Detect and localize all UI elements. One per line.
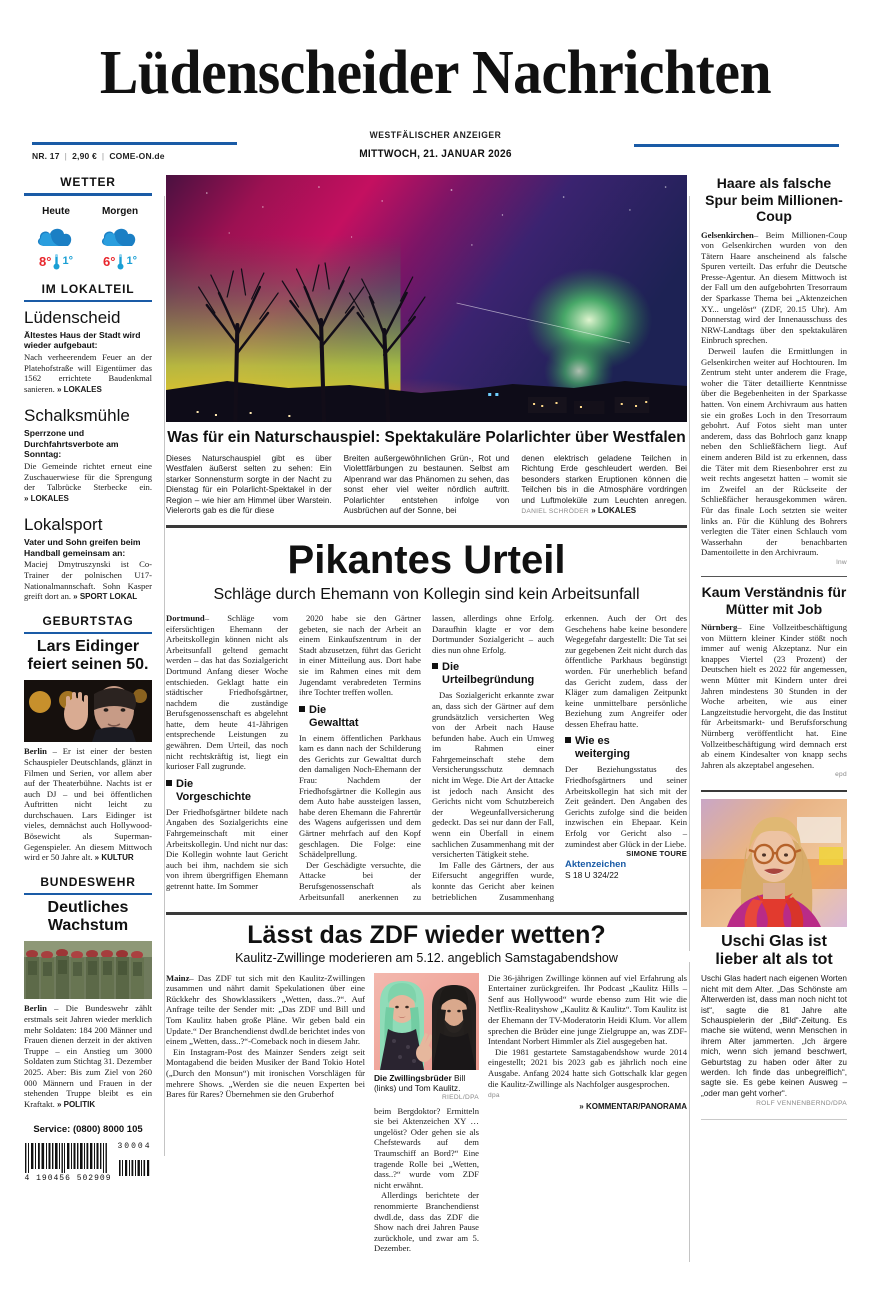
divider (24, 193, 152, 196)
bundeswehr-label: BUNDESWEHR (40, 874, 136, 889)
aurora-caption-headline: Was für ein Naturschauspiel: Spektakuläre Polarlichter über Westfalen (167, 429, 686, 446)
footer-service (24, 1124, 152, 1183)
divider (166, 525, 687, 528)
masthead (24, 0, 847, 161)
caption-col-2: Breiten außergewöhnlichen Grün-, Rot und Violettfärbungen zu bestaunen. Selbst am Alpenrand war das Phänomen zu sehen, das sonst eher viel weiter nördlich auftritt. Polarlichter entstehen infolge von Ausbrüchen auf der Sonne, bei (343, 454, 510, 516)
temp-low: 1° (62, 255, 73, 267)
divider (701, 790, 847, 793)
item-lead: Sperrzone und Durchfahrtsverbote am Sonntag: (24, 428, 119, 460)
bundeswehr-text: Berlin – Die Bundeswehr zählt erstmals seit Jahren wieder merklich mehr Soldaten: 184 200 Männer und Frauen dienen derzeit in der aktiven Truppe – ein Anstieg um 3000 Soldaten zum Stichtag 31. Dezember 2025. Aber: Bis zum Ziel von 260 000 Männern und Frauen in der stehenden Truppe bleibt es ein Kraftakt. » POLITIK (24, 1003, 153, 1109)
divider-pipe: | (101, 151, 105, 161)
bundeswehr-headline: Deutliches Wachstum (47, 899, 129, 935)
issue-price: 2,90 € (72, 151, 97, 161)
left-column (24, 175, 152, 1254)
item-ref[interactable]: » LOKALES (56, 384, 102, 394)
urteil-file-reference (565, 860, 687, 881)
photo-credit: DANIEL SCHRÖDER (521, 508, 589, 516)
bullet-square-icon (432, 663, 438, 669)
haare-article[interactable] (701, 175, 847, 569)
divider (24, 632, 152, 635)
divider (24, 300, 152, 303)
weather-day-today (28, 206, 84, 270)
item-place: Lokalsport (24, 515, 103, 535)
weather-day-label: Morgen (101, 205, 139, 217)
publisher-name: WESTFÄLISCHER ANZEIGER (369, 130, 502, 141)
uschi-headline: Uschi Glas ist lieber alt als tot (715, 933, 833, 969)
content-grid (24, 175, 847, 1254)
right-column (701, 175, 847, 1254)
lokalteil-item-schalksmuehle[interactable] (24, 407, 152, 504)
geburtstag-text: Berlin – Er ist einer der besten Schauspieler Deutschlands, glänzt in Filmen und Serien, vor allem aber auf der Theaterbühne. Nachts ist er auch DJ – und bei öffentlichen Auftritten nicht leicht zu durchschauen. Lars Eidinger ist vieles, demnächst auch Hollywood-Bösewicht als Superman-Gegenspieler. An diesem Mittwoch wird er 50 Jahre alt. » KULTUR (24, 746, 152, 863)
zdf-col-3: Die 36-jährigen Zwillinge können auf viel Erfahrung als Entertainer zurückgreifen. Ihr Podcast „Kaulitz Hills – Senf aus Hollywood“ wurde ebenso zum Hit wie die Netflix-Realityshow „Kaulitz & Kaulitz“. Tom Kaulitz ist der Ehemann der TV-Moderatorin Heidi Klum. Vor allem sprechen die Brüder eine junge Zielgruppe an, was ZDF-Intendant Norbert Himmler als Ziel ausgegeben hat. Die 1981 gestartete Samstagabendshow wurde 2014 eingestellt; 2021 bis 2023 gab es jährlich noch eine Ausgabe. Anfang 2024 hatte sich Gottschalk klar gegen die Kaulitz-Zwillinge als Nachfolger ausgesprochen. dpa » KOMMENTAR/PANORAMA (488, 972, 687, 1111)
page-title: Lüdenscheider Nachrichten (99, 39, 772, 107)
zdf-photo-block (374, 973, 479, 1254)
divider-pipe: | (64, 151, 68, 161)
urteil-col-2b: In einem öffentlichen Parkhaus kam es dann nach der Schilderung des Gerichts zur Gewalttat durch den damaligen Noch-Ehemann der Frau: Nachdem der Friedhofsgärtner die Kollegin aus dem Auto habe aussteigen lassen, habe deren Ehemann die Fahrertür des Wagens aufgerissen und dem Gärtner mehrfach auf den Kopf geschlagen. Die Folge: eine Schädelprellung. (299, 732, 421, 860)
urteil-body (166, 613, 687, 902)
bullet-square-icon (166, 780, 172, 786)
divider-left (32, 142, 237, 145)
column-divider-right (689, 196, 690, 951)
bullet-square-icon (565, 737, 571, 743)
thermometer-icon (117, 253, 124, 270)
urteil-subsection-1: Die Vorgeschichte (166, 778, 288, 804)
temp-high: 6° (103, 253, 116, 269)
item-lead: Ältestes Haus der Stadt wird wieder aufgebaut: (24, 329, 141, 351)
article-credit: lnw (836, 558, 847, 566)
service-phone: Service: (0800) 8000 105 (33, 1124, 143, 1136)
urteil-col-1: Dortmund– Schläge vom eifersüchtigen Ehemann der Arbeitskollegin können nicht als Arbeitsunfall geltend gemacht werden – das hat das Sozialgericht Dortmund Anfang dieser Woche entschieden. Geklagt hatte ein städtischer Friedhofsgärtner, nachdem die zuständige Berufsgenossenschaft es abgelehnt hatte, dem heute 41-Jährigen entsprechende Leistungen zu gewähren. Dem Urteil, das noch nicht rechtskräftig ist, liegt ein kurioser Fall zugrunde. (166, 612, 288, 772)
dateline: Berlin (24, 746, 47, 757)
muetter-article[interactable] (701, 584, 847, 781)
article-credit: dpa (488, 1092, 500, 1100)
geburtstag-label: GEBURTSTAG (42, 613, 134, 628)
cloud-icon (35, 222, 77, 250)
zdf-headline: Lässt das ZDF wieder wetten? (247, 920, 606, 949)
photo-credit: RIEDL/DPA (441, 1093, 479, 1101)
lokalteil-section (24, 282, 152, 303)
center-column (166, 175, 687, 1254)
lokalteil-item-luedenscheid[interactable] (24, 309, 152, 395)
item-lead: Vater und Sohn greifen beim Handball gemeinsam an: (24, 537, 141, 558)
masthead-info-bar (24, 130, 847, 161)
masthead-right (634, 144, 839, 161)
lokalteil-item-lokalsport[interactable] (24, 516, 152, 602)
photo-lars-eidinger (24, 680, 152, 742)
zdf-photo-caption: Die Zwillingsbrüder Bill (links) und Tom Kaulitz. RIEDL/DPA (374, 1072, 479, 1101)
dateline: Mainz (166, 972, 190, 983)
weather-label: WETTER (60, 175, 116, 189)
urteil-subsection-4: Wie es weiterging (565, 735, 687, 761)
lokalteil-label: IM LOKALTEIL (41, 281, 135, 296)
barcode-row (24, 1141, 152, 1183)
dateline: Nürnberg (701, 622, 738, 632)
barcode-number: 4 190456 502909 (24, 1174, 112, 1184)
item-place: Schalksmühle (24, 406, 130, 426)
issue-date: MITTWOCH, 21. JANUAR 2026 (359, 148, 512, 160)
urteil-subsection-3: Die Urteilbegründung (432, 661, 554, 687)
masthead-center (237, 130, 634, 161)
barcode-addon-number: 30004 (117, 1142, 152, 1152)
photo-uschi-glas (701, 799, 847, 927)
photo-kaulitz-twins (374, 973, 479, 1070)
item-ref[interactable]: » LOKALES (24, 493, 69, 503)
barcode-main (24, 1143, 111, 1183)
file-label: Aktenzeichen (565, 858, 627, 870)
item-place: Lüdenscheid (24, 308, 121, 327)
item-text: Maciej Dmytruszynski ist Co-Trainer der polnischen U17-Nationalmannschaft. Sohn Kasper greift dort an. » SPORT LOKAL (24, 559, 152, 602)
issue-info (32, 151, 237, 161)
weather-day-tomorrow (92, 206, 148, 270)
dateline: Dortmund (166, 612, 205, 623)
item-ref[interactable]: » KULTUR (94, 853, 134, 863)
item-ref[interactable]: » POLITIK (56, 1099, 96, 1109)
geburtstag-headline: Lars Eidinger feiert seinen 50. (27, 638, 149, 674)
photo-aurora (166, 175, 687, 422)
muetter-headline: Kaum Verständnis für Mütter mit Job (701, 584, 847, 617)
weather-day-label: Heute (42, 205, 70, 217)
urteil-col-4: Der Beziehungsstatus des Friedhofsgärtners und seiner Arbeitskollegin hat sich mit der Zeit geändert. Den Angaben des Gerichts zufolge sind die beiden inzwischen ein Ehepaar. Kein Erfolg vor Gericht also – zumindest aber Glück in der Liebe. SIMONE TOURE (565, 764, 687, 859)
urteil-subheadline: Schläge durch Ehemann von Kollegin sind kein Arbeitsunfall (213, 585, 640, 603)
urteil-headline: Pikantes Urteil (287, 537, 566, 582)
article-author: SIMONE TOURE (626, 849, 687, 859)
aurora-caption-text (166, 454, 687, 517)
barcode-addon-icon (118, 1153, 152, 1183)
uschi-article[interactable] (701, 799, 847, 1119)
zdf-col-2: beim Bergdoktor? Ermitteln sie bei Aktenzeichen XY … ungelöst? Oder gehen sie als Chefstewards auf dem Traumschiff an Bord?“ Eine tragende Rolle bei „Wetten, dass..?“ wurde vom ZDF nicht erwähnt. Allerdings berichtete der renommierte Branchendienst dwdl.de, dass das ZDF die Show nach drei Jahren Pause zurückhole, und zwar am 5. Dezember. (374, 1105, 479, 1254)
bundeswehr-section (24, 875, 152, 896)
cloud-icon (99, 222, 141, 250)
urteil-col-3b: Im Falle des Gärtners, der aus Eifersucht angegriffen wurde, konnte das Gericht aber keinen betrieblichen Zusammenhang erkennen. Auch der Ort des Geschehens habe keine besondere Wegegefahr dargestellt: Die Tat sei zur gegebenen Zeit nicht durch das öffentliche Parkhaus begünstigt worden. Für unerheblich befand das Gericht zudem, dass der Kläger zum damaligen Zeitpunkt keine unmittelbare persönliche Beziehung zum Angreifer oder dessen Ehefrau hatte. (432, 612, 687, 902)
divider (24, 893, 152, 896)
divider (166, 912, 687, 915)
masthead-left (32, 142, 237, 161)
weather-days (24, 206, 152, 270)
temp-low: 1° (126, 255, 137, 267)
zdf-article (166, 921, 687, 1254)
urteil-col-2a: 2020 habe sie den Gärtner gebeten, sie nach der Arbeit an einem Einkaufszentrum in der Stadt abzusetzen, führt das Gericht in einer Mitteilung aus. Dort habe sie im Rahmen eines mit dem Jugendamt verabredeten Termins ihre Tochter treffen wollen. (299, 612, 421, 698)
haare-headline: Haare als falsche Spur beim Millionen-Coup (705, 175, 843, 224)
item-ref[interactable]: » LOKALES (591, 506, 637, 516)
file-value: S 18 U 324/22 (565, 870, 619, 881)
caption-col-1: Dieses Naturschauspiel gibt es über Westfalen äußerst selten zu sehen: Ein starker Sonnensturm sorgte in der Nacht zu Dienstag für ein Polarlicht-Spektakel in der Region – wie hier am Himmel über Warstein. Vielerorts gab es die für diese (166, 454, 332, 516)
zdf-ref[interactable]: » KOMMENTAR/PANORAMA (579, 1101, 687, 1111)
photo-credit: ROLF VENNENBERND/DPA (756, 1100, 847, 1108)
weather-temps (28, 253, 84, 270)
bullet-square-icon (299, 706, 305, 712)
geburtstag-section (24, 614, 152, 635)
urteil-col-2c: Der Geschädigte versuchte, die Attacke bei der Berufsgenossenschaft als Arbeitsunfall anerkennen zu lassen, allerdings ohne Erfolg. Daraufhin klagte er vor dem Dortmunder Sozialgericht – auch dies nun ohne Erfolg. (299, 612, 554, 902)
urteil-col-3a: Das Sozialgericht erkannte zwar an, dass sich der Gärtner auf dem grundsätzlich versicherten Weg von der Arbeit nach Hause befunden habe. Auch ein Umweg im Rahmen einer Fahrgemeinschaft stehe dem Versicherungsschutz demnach nicht im Wege. Die Art der Attacke ist jedoch nach Ansicht des Gerichts nicht vom Schutzbereich der Wegeunfallversicherung gedeckt. Das sei nur dann der Fall, wenn ein Überfall in einem sachlichen Zusammenhang mit der versicherten Tätigkeit stehe. (432, 690, 554, 860)
divider-right (634, 144, 839, 147)
zdf-body-grid (166, 973, 687, 1254)
item-ref[interactable]: » SPORT LOKAL (73, 592, 138, 602)
weather-temps (92, 253, 148, 270)
website-link[interactable]: COME-ON.de (109, 151, 165, 161)
muetter-text: Nürnberg– Eine Vollzeitbeschäftigung von Müttern kleiner Kinder stößt noch immer auf wenig Akzeptanz. Nur ein knappes Viertel (23 Prozent) der Deutschen hielt es 2022 für angemessen, wenn Mütter mit Kindern unter drei Jahren mindestens 30 Stunden in der Woche arbeiten, wie aus einer Langzeitstudie hervorgeht, die das Institut für Arbeitsmarkt- und Berufsforschung Nürnberg veröffentlicht hat. Eine Vollzeitbeschäftigung wird demnach erst ab einem Kindesalter von knapp sechs Jahren als akzeptabel angesehen. epd (701, 622, 847, 781)
weather-section (24, 175, 152, 196)
barcode-addon-wrap (118, 1141, 152, 1183)
article-credit: epd (835, 771, 847, 779)
divider (701, 1119, 847, 1120)
haare-text: Gelsenkirchen– Beim Millionen-Coup von Gelsenkirchen wurden von den Tätern Haare anscheinend als falsche Spuren verteilt. Das erfuhr die Deutsche Presse-Agentur. An diesem Mittwoch ist der Fall um den aufgebohrten Tresorraum der Sparkasse Thema bei „Aktenzeichen XY... ungelöst“ (ZDF, 20.15 Uhr). Am Donnerstag wird der Innenausschuss des NRW-Landtags über den spektakulären Einbruch sprechen. Derweil laufen die Ermittlungen in Gelsenkirchen weiter auf Hochtouren. Im Zentrum steht unter anderem die Frage, woher die Täter detaillierte Kenntnisse über die Begebenheiten in der Sparkasse hatten. Von einem Archivraum aus hatten sie ein großes Loch in den Tresorraum gebohrt. Auf Fotos sieht man unter anderem, dass das Bohrloch ganz knapp neben den Schließfächern liegt. Auf einem anderen Bild ist zu erkennen, dass die Täter mit dem Riesenbohrer erst zu weit rechts angesetzt hatten – womit sie im Zweifel an der Rückseite der Schließfächer herausgekommen wären. Für das finale Loch setzten sie weiter links an. Für die Kühlung des Bohrers verlegten die Täter einen Schlauch vom Wasserhahn der benachbarten Damentoilette in den Archivraum. lnw (701, 230, 847, 569)
column-divider-left (164, 196, 165, 1156)
item-text: Nach verheerendem Feuer an der Platehofstraße will Eigentümer das 1562 errichtete Baudenkmal sanieren. » LOKALES (24, 352, 152, 394)
column-divider-right-lower (689, 962, 690, 1262)
urteil-subsection-2: Die Gewalttat (299, 704, 421, 730)
item-text: Die Gemeinde richtet erneut eine Zuschauerwiese für die Sprengung der Talbrücke Sterbecke ein. » LOKALES (24, 461, 152, 503)
temp-high: 8° (39, 253, 52, 269)
barcode-icon (24, 1143, 110, 1173)
uschi-text: Uschi Glas hadert nach eigenen Worten nicht mit dem Alter. „Das Schönste am Älterwerden ist, dass man noch nicht tot ist“, sagte die 81 Jahre alte Schauspielerin der „Bild“-Zeitung. Es mache sie wütend, wenn Menschen in ihrem Alter jammerten. „Ich ärgere mich, wenn sich jemand beschwert, Geburtstag zu haben oder älter zu werden. Ich finde das unbegreiflich“, sagte sie. Es gebe keinen Ausweg – „oder man geht vorher“. ROLF VENNENBERND/DPA (701, 974, 847, 1109)
dateline: Berlin (24, 1003, 47, 1014)
thermometer-icon (53, 253, 60, 270)
zdf-col-1: Mainz– Das ZDF tut sich mit den Kaulitz-Zwillingen zusammen und nährt damit Spekulationen über eine Rückkehr des Showklassikers „Wetten, dass..?“. Auf Anfrage teilte der Sender mit: „Das ZDF und Bill und Tom Kaulitz haben große Pläne. Wir geben bald ein Update.“ Der Branchendienst dwdl.de berichtet indes von einem „Wetten, dass..?“-Comeback noch in diesem Jahr. Ein Instagram-Post des Mainzer Senders zeigt seit Montagabend die beiden Musiker der Band Tokio Hotel („Durch den Monsun“) mit ironischen Vorschlägen für mehrere Shows. „Werden sie die neuen Experten bei Bares für Rares? Übernehmen sie den Gruberhof (166, 972, 365, 1100)
urteil-col-1b: Der Friedhofsgärtner bildete nach Angaben des Sozialgerichts eine Fahrgemeinschaft mit einer Arbeitskollegin. Und nicht nur das: Die Kollegin wohnte laut Gericht auch bei ihm, nachdem sie sich von ihrem übergriffigen Ehemann getrennt hatte. Im Sommer (166, 806, 288, 891)
divider (701, 576, 847, 578)
caption-col-3: denen elektrisch geladene Teilchen in Richtung Erde geschleudert werden. Bei besonders starken Eruptionen können die Teilchen bis in die Atmosphäre vordringen und Luftmoleküle zum Leuchten anregen. DANIEL SCHRÖDER » LOKALES (521, 454, 687, 516)
issue-number: NR. 17 (32, 151, 60, 161)
photo-soldiers (24, 941, 152, 999)
zdf-subheadline: Kaulitz-Zwillinge moderieren am 5.12. angeblich Samstagabendshow (235, 950, 618, 965)
dateline: Gelsenkirchen (701, 229, 754, 240)
